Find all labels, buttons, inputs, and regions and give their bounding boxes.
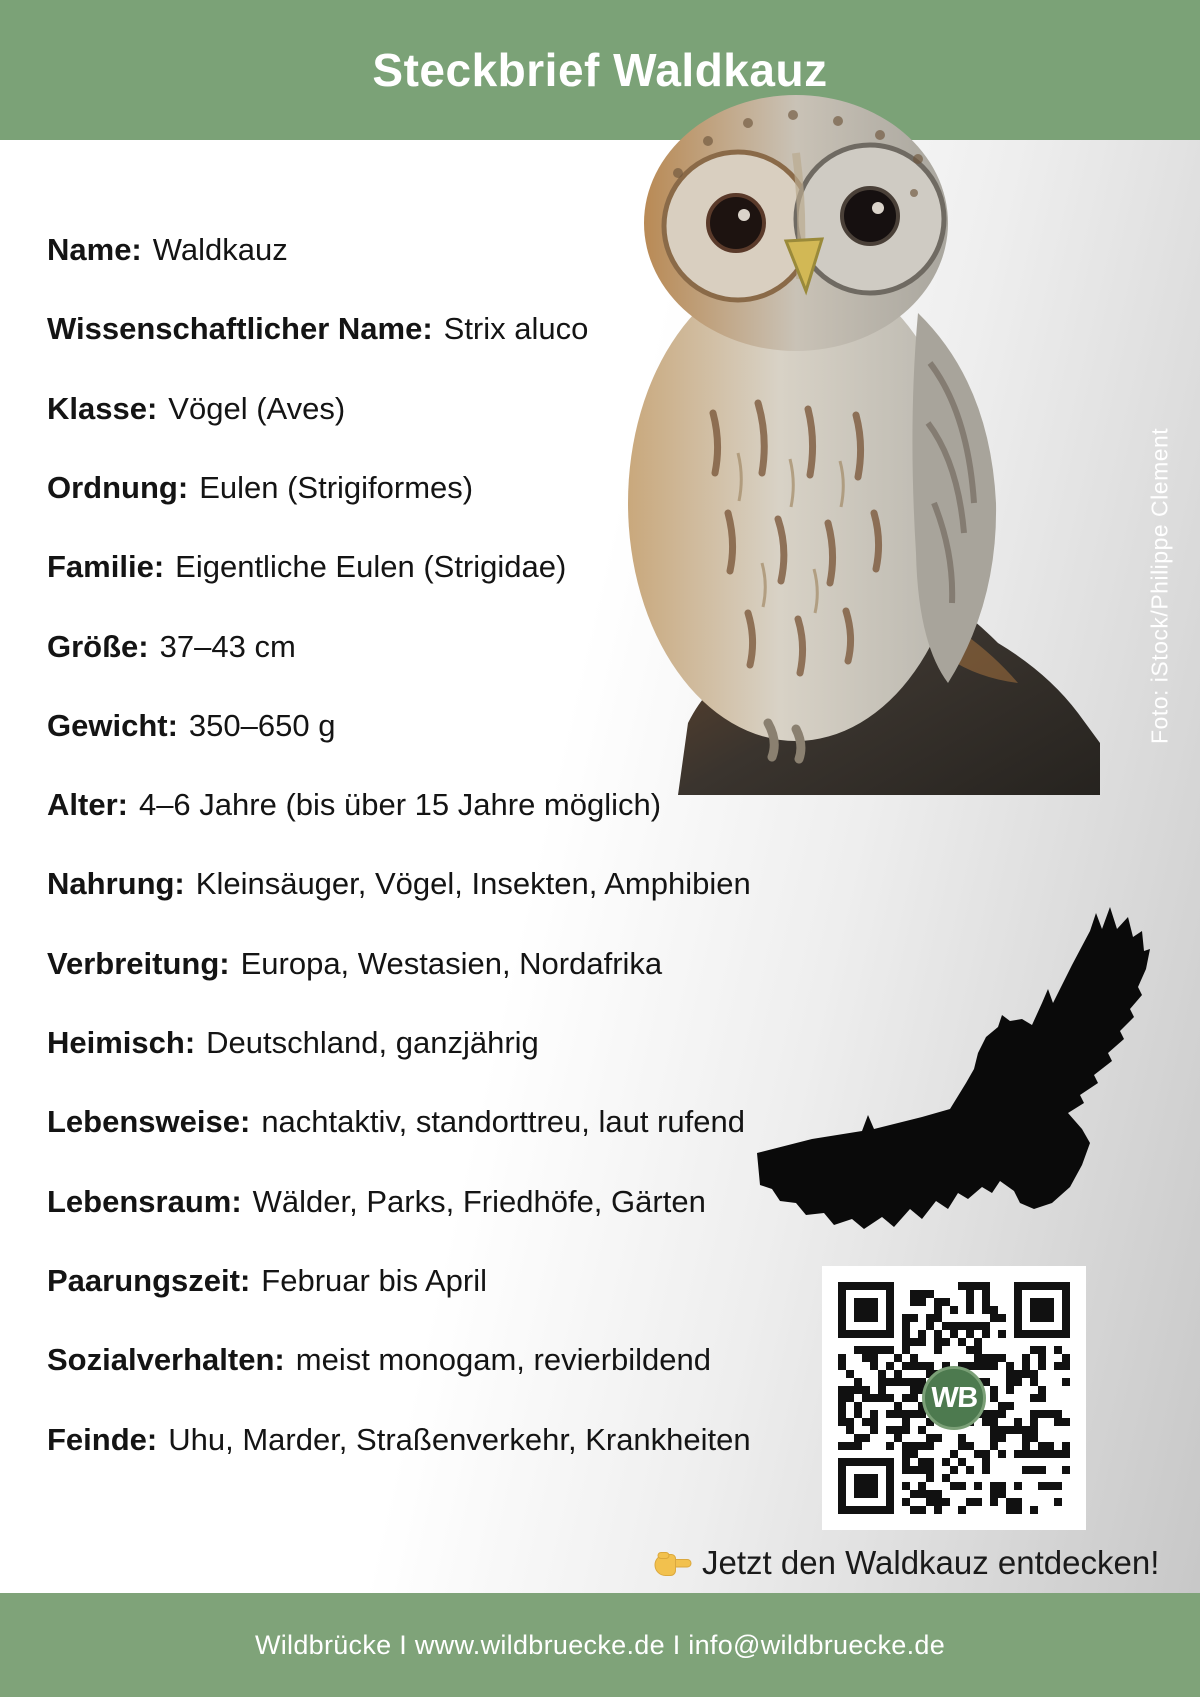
fact-row-lebensweise xyxy=(47,1102,745,1142)
fact-row-heimisch xyxy=(47,1023,539,1063)
fact-value: Eulen (Strigiformes) xyxy=(199,470,474,505)
fact-value: Europa, Westasien, Nordafrika xyxy=(240,946,663,981)
fact-label: Wissenschaftlicher Name: xyxy=(47,311,433,346)
fact-value: Strix aluco xyxy=(443,311,589,346)
fact-row-wissenschaftlicher-name xyxy=(47,309,588,349)
fact-label: Heimisch: xyxy=(47,1025,196,1060)
fact-value: Waldkauz xyxy=(152,232,288,267)
fact-value: Eigentliche Eulen (Strigidae) xyxy=(175,549,567,584)
fact-label: Lebensweise: xyxy=(47,1104,251,1139)
fact-row-ordnung xyxy=(47,468,473,508)
fact-row-groesse xyxy=(47,627,296,667)
flying-owl-silhouette xyxy=(752,903,1157,1238)
fact-row-verbreitung xyxy=(47,944,662,984)
owl-photo xyxy=(618,83,1100,795)
fact-value: 350–650 g xyxy=(188,708,336,743)
fact-row-feinde xyxy=(47,1420,751,1460)
fact-label: Name: xyxy=(47,232,142,267)
fact-row-alter xyxy=(47,785,661,825)
fact-row-klasse xyxy=(47,389,345,429)
fact-label: Klasse: xyxy=(47,391,158,426)
fact-value: Deutschland, ganzjährig xyxy=(206,1025,539,1060)
pointing-hand-icon xyxy=(652,1548,692,1578)
fact-label: Verbreitung: xyxy=(47,946,230,981)
footer-bar xyxy=(0,1593,1200,1697)
page-title: Steckbrief Waldkauz xyxy=(372,44,828,96)
fact-value: Uhu, Marder, Straßenverkehr, Krankheiten xyxy=(168,1422,751,1457)
fact-label: Familie: xyxy=(47,549,165,584)
fact-label: Lebensraum: xyxy=(47,1184,242,1219)
fact-label: Größe: xyxy=(47,629,149,664)
fact-value: nachtaktiv, standorttreu, laut rufend xyxy=(261,1104,745,1139)
fact-row-lebensraum xyxy=(47,1182,706,1222)
footer-text: Wildbrücke I www.wildbruecke.de I info@wildbruecke.de xyxy=(254,1629,946,1660)
fact-value: meist monogam, revierbildend xyxy=(295,1342,711,1377)
qr-logo-text: WB xyxy=(930,1381,979,1414)
cta-text: Jetzt den Waldkauz entdecken! xyxy=(702,1544,1160,1581)
qr-logo xyxy=(922,1366,986,1430)
fact-value: Kleinsäuger, Vögel, Insekten, Amphibien xyxy=(195,866,751,901)
fact-value: 4–6 Jahre (bis über 15 Jahre möglich) xyxy=(138,787,662,822)
fact-row-nahrung xyxy=(47,864,751,904)
fact-value: Februar bis April xyxy=(261,1263,487,1298)
fact-label: Nahrung: xyxy=(47,866,185,901)
fact-row-familie xyxy=(47,547,566,587)
fact-row-paarungszeit xyxy=(47,1261,487,1301)
qr-code xyxy=(822,1266,1086,1530)
fact-label: Feinde: xyxy=(47,1422,158,1457)
fact-row-sozialverhalten xyxy=(47,1340,711,1380)
fact-value: Vögel (Aves) xyxy=(168,391,346,426)
photo-credit: Foto: iStock/Philippe Clement xyxy=(1146,427,1173,744)
fact-row-name xyxy=(47,230,288,270)
fact-label: Sozialverhalten: xyxy=(47,1342,285,1377)
fact-label: Paarungszeit: xyxy=(47,1263,251,1298)
fact-row-gewicht xyxy=(47,706,335,746)
fact-label: Ordnung: xyxy=(47,470,189,505)
fact-label: Gewicht: xyxy=(47,708,178,743)
fact-value: Wälder, Parks, Friedhöfe, Gärten xyxy=(252,1184,706,1219)
fact-label: Alter: xyxy=(47,787,128,822)
cta-line xyxy=(652,1544,1159,1582)
fact-value: 37–43 cm xyxy=(159,629,296,664)
